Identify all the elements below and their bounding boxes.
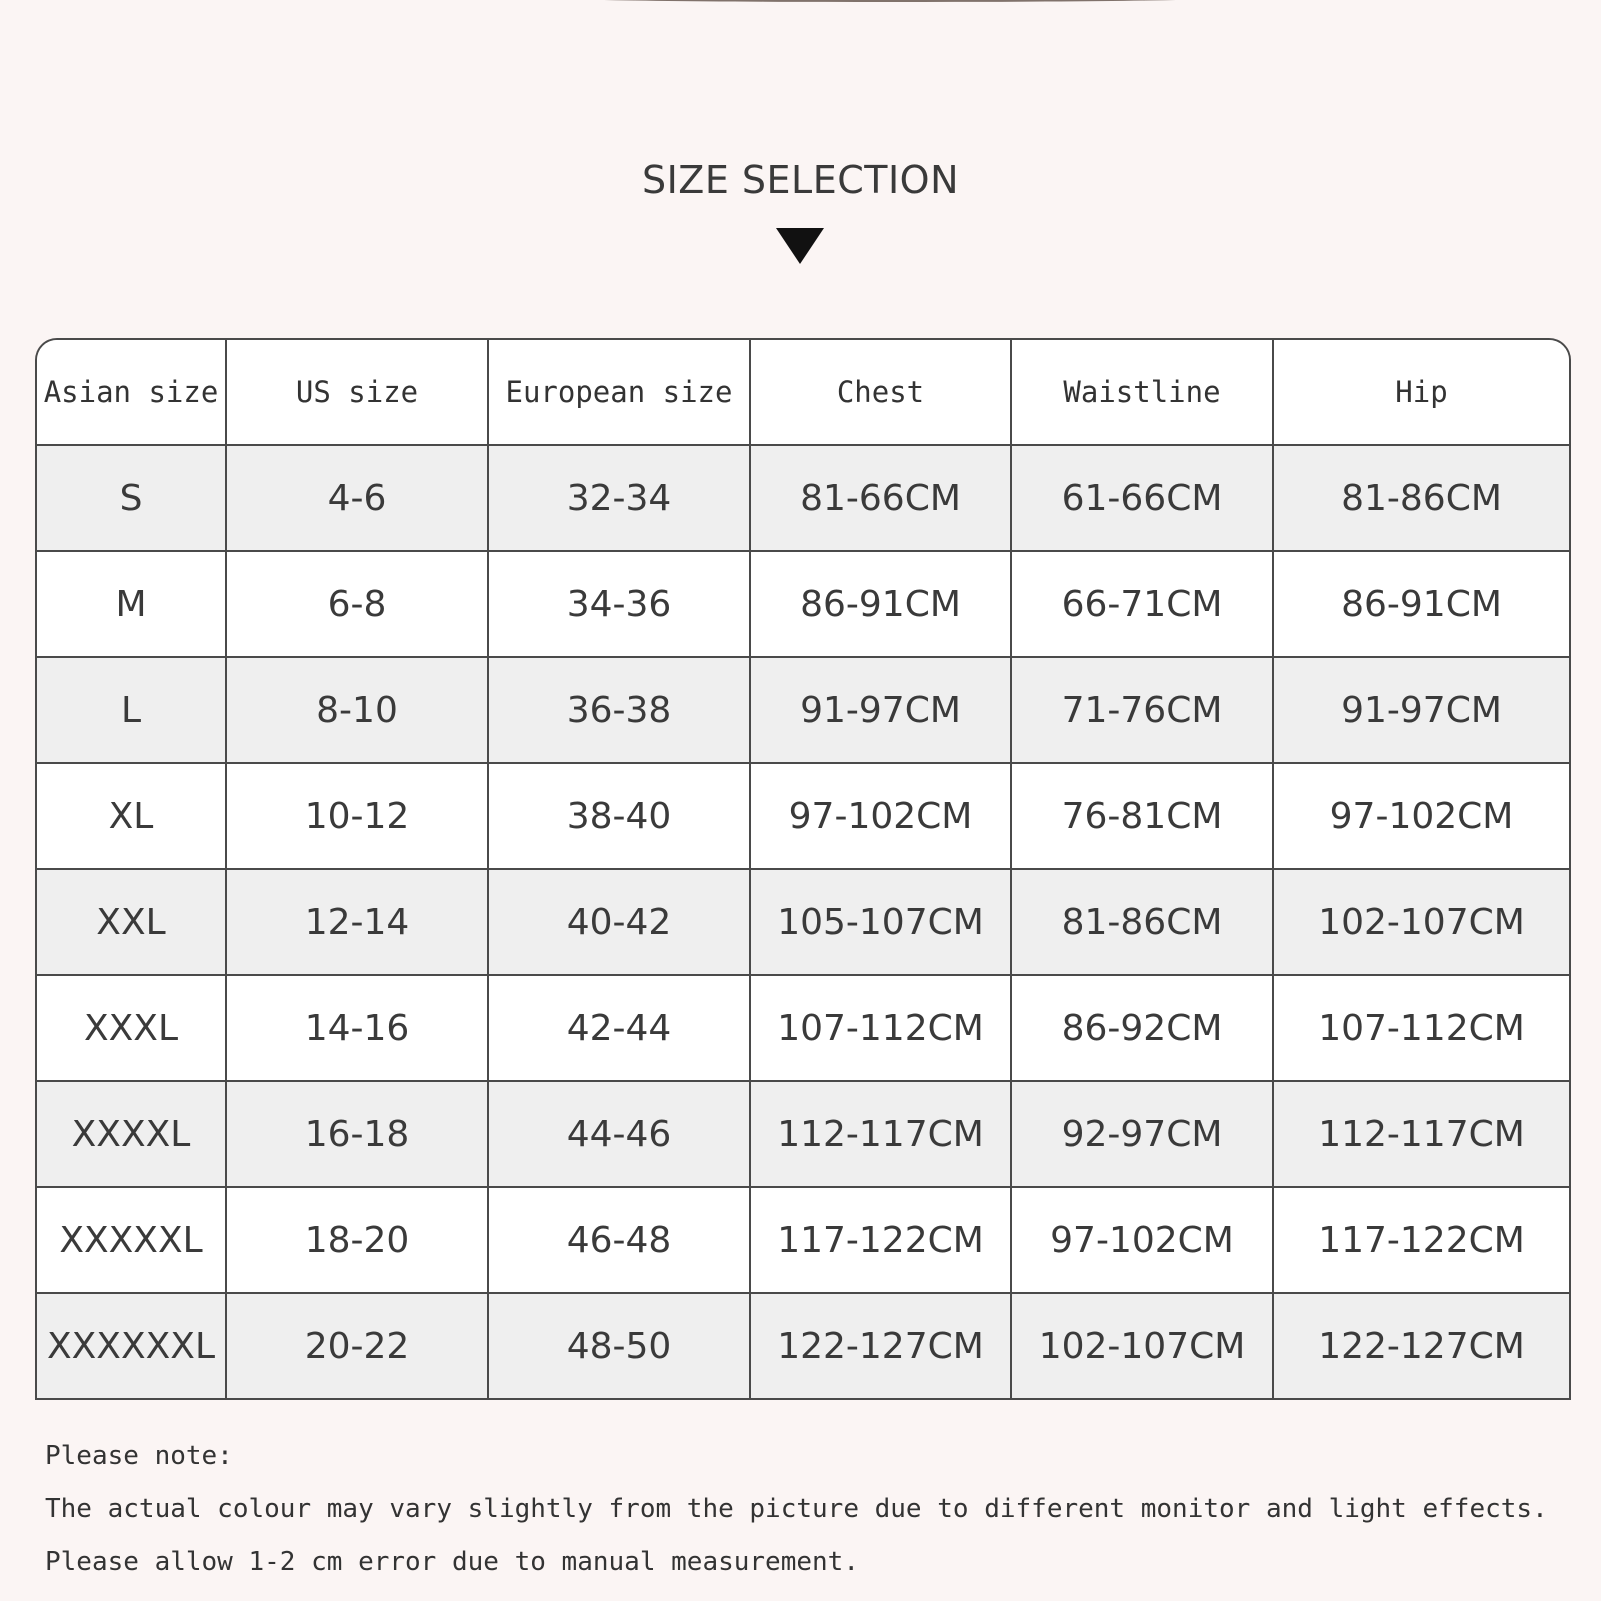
cell-hip: 107-112CM [1274, 976, 1569, 1082]
table-row [37, 658, 1569, 764]
cell-us-size: 18-20 [227, 1188, 489, 1294]
header-asian-size: Asian size [37, 340, 227, 446]
cell-asian-size: XXL [37, 870, 227, 976]
cell-chest: 81-66CM [751, 446, 1012, 552]
header-us-size: US size [227, 340, 489, 446]
cell-asian-size: L [37, 658, 227, 764]
cell-waistline: 61-66CM [1012, 446, 1274, 552]
cell-hip: 122-127CM [1274, 1294, 1569, 1400]
cell-waistline: 76-81CM [1012, 764, 1274, 870]
cell-chest: 86-91CM [751, 552, 1012, 658]
header-hip: Hip [1274, 340, 1569, 446]
notes-measurement-disclaimer: Please allow 1-2 cm error due to manual measurement. [45, 1547, 859, 1577]
size-chart-table [35, 338, 1571, 1400]
cell-asian-size: XXXL [37, 976, 227, 1082]
cell-us-size: 12-14 [227, 870, 489, 976]
cell-hip: 112-117CM [1274, 1082, 1569, 1188]
table-row [37, 446, 1569, 552]
cell-asian-size: XXXXXXL [37, 1294, 227, 1400]
top-decoration [560, 0, 1220, 2]
cell-asian-size: XXXXXL [37, 1188, 227, 1294]
cell-european-size: 36-38 [489, 658, 751, 764]
table-row [37, 1188, 1569, 1294]
cell-hip: 86-91CM [1274, 552, 1569, 658]
cell-european-size: 40-42 [489, 870, 751, 976]
cell-chest: 107-112CM [751, 976, 1012, 1082]
cell-asian-size: XL [37, 764, 227, 870]
cell-european-size: 46-48 [489, 1188, 751, 1294]
table-row [37, 1082, 1569, 1188]
cell-hip: 102-107CM [1274, 870, 1569, 976]
cell-waistline: 86-92CM [1012, 976, 1274, 1082]
cell-us-size: 4-6 [227, 446, 489, 552]
table-row [37, 764, 1569, 870]
cell-asian-size: XXXXL [37, 1082, 227, 1188]
table-row [37, 552, 1569, 658]
cell-us-size: 10-12 [227, 764, 489, 870]
cell-chest: 105-107CM [751, 870, 1012, 976]
cell-waistline: 97-102CM [1012, 1188, 1274, 1294]
cell-asian-size: M [37, 552, 227, 658]
cell-hip: 91-97CM [1274, 658, 1569, 764]
cell-waistline: 81-86CM [1012, 870, 1274, 976]
cell-chest: 91-97CM [751, 658, 1012, 764]
notes-heading: Please note: [45, 1441, 233, 1471]
cell-hip: 117-122CM [1274, 1188, 1569, 1294]
page-title: SIZE SELECTION [641, 158, 960, 202]
header-chest: Chest [751, 340, 1012, 446]
cell-european-size: 42-44 [489, 976, 751, 1082]
cell-us-size: 20-22 [227, 1294, 489, 1400]
cell-chest: 122-127CM [751, 1294, 1012, 1400]
cell-hip: 97-102CM [1274, 764, 1569, 870]
table-header-row [37, 340, 1569, 446]
cell-european-size: 34-36 [489, 552, 751, 658]
table-row [37, 870, 1569, 976]
cell-chest: 117-122CM [751, 1188, 1012, 1294]
cell-european-size: 32-34 [489, 446, 751, 552]
header-european-size: European size [489, 340, 751, 446]
down-arrow-icon [776, 228, 824, 264]
cell-asian-size: S [37, 446, 227, 552]
cell-chest: 112-117CM [751, 1082, 1012, 1188]
cell-hip: 81-86CM [1274, 446, 1569, 552]
cell-us-size: 6-8 [227, 552, 489, 658]
table-row [37, 976, 1569, 1082]
cell-chest: 97-102CM [751, 764, 1012, 870]
cell-waistline: 66-71CM [1012, 552, 1274, 658]
notes-colour-disclaimer: The actual colour may vary slightly from the picture due to different monitor and light effects. [45, 1494, 1548, 1524]
cell-waistline: 71-76CM [1012, 658, 1274, 764]
cell-us-size: 8-10 [227, 658, 489, 764]
cell-us-size: 14-16 [227, 976, 489, 1082]
cell-waistline: 102-107CM [1012, 1294, 1274, 1400]
header-waistline: Waistline [1012, 340, 1274, 446]
table-row [37, 1294, 1569, 1400]
cell-european-size: 38-40 [489, 764, 751, 870]
cell-european-size: 48-50 [489, 1294, 751, 1400]
cell-european-size: 44-46 [489, 1082, 751, 1188]
cell-us-size: 16-18 [227, 1082, 489, 1188]
cell-waistline: 92-97CM [1012, 1082, 1274, 1188]
notes-section [45, 1430, 1548, 1589]
